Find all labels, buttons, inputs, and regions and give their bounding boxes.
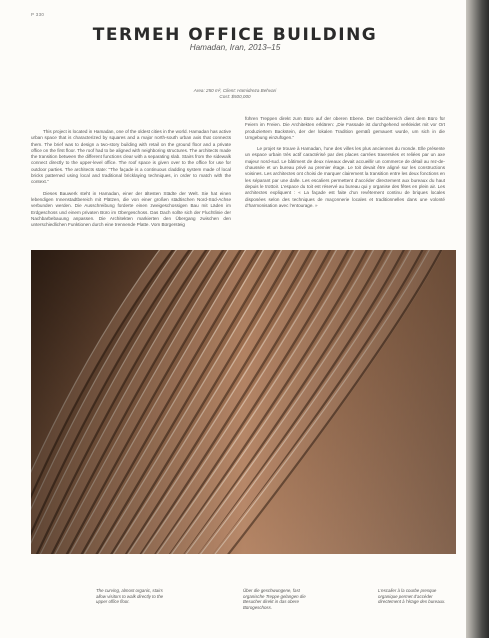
paragraph-german: Dieses Bauwerk steht in Hamadan, einer der ältesten Städte der Welt. Sie hat einen lebendigen Innenstadtbereich mit Plätzen, die von einer großen städtischen Nord-Süd-Achse verbunden werden. Die Ausschreibung forderte einen zweigeschossigen Bau mit Läden im Erdgeschoss und einem privaten Büro im Obergeschoss. Das Dach sollte sich der Fluchtlinie der Nachbarbebauung anpassen. Die Architekten markierten den Übergang zwischen den unterschiedlichen Funktionen durch eine trennende Platte. Vom Bürgersteig: [31, 190, 231, 228]
meta-cost: Cost: $500,000: [219, 94, 251, 99]
meta-area-client: Area: 250 m², Client: Hamidreza Behvari: [193, 88, 277, 93]
paragraph-french: Le projet se trouve à Hamadan, l’une des villes les plus anciennes du monde. Elle présente un espace urbain très actif caractérisé par des places carrées traversées et reliées par un axe majeur nord-sud. Le bâtiment de deux niveaux devait accueillir un commerce de détail au rez-de-chaussée et un bureau privé au premier étage. Le toit devait être aligné sur les constructions voisines. Les architectes ont choisi de marquer clairement la transition entre les deux fonctions en les séparant par une dalle. Les escaliers permettent d’accéder directement aux bureaux du haut depuis le trottoir. L’espace du toit est réservé au bureau qui y organise des fêtes en plein air. Les architectes expliquent : « La façade est faite d’un revêtement continu de briques locales disposées selon des techniques de maçonnerie locales et traditionnelles dans une volonté d’harmonisation avec l’entourage. »: [245, 146, 445, 208]
paragraph-german-continued: führen Treppen direkt zum Büro auf der oberen Ebene. Der Dachbereich dient dem Büro für Feiern im Freien. Die Architekten erklären: „Die Fassade ist durchgehend verkleidet mit vor Ort produziertem Backstein, der der lokalen Tradition gemäß gemauert wurde, um sich in die Umgebung einzufügen.“: [245, 116, 445, 140]
text-column-left: [31, 129, 231, 233]
page-title: TERMEH OFFICE BUILDING: [92, 25, 378, 45]
project-meta: [0, 88, 470, 100]
page-subtitle: Hamadan, Iran, 2013–15: [189, 43, 281, 52]
text-column-right: [245, 116, 445, 214]
paragraph-english: This project is located in Hamadan, one of the oldest cities in the world. Hamadan has active urban space that is characterized by squares and a major north-south urban axis that connects them. The brief was to design a two-story building with retail on the ground floor and a private office on the first floor. The roof had to be aligned with neighboring structures. The architects made the transition between the different functions clear with a separating slab. Stairs from the sidewalk connect directly to the upper-level office. The roof space is given over to the office for use for outdoor parties. The architects state: “The façade is a continuous cladding system made of local bricks patterned using local and traditional bricklaying techniques, in order to match with the context.”: [31, 129, 231, 185]
caption-german: Über die geschwungene, fast organische Treppe gelangen die Besucher direkt in das obere Bürogeschoss.: [243, 588, 306, 610]
brick-stairs-photo: [31, 250, 456, 554]
caption-english: The curving, almost organic, stairs allow visitors to walk directly to the upper office floor.: [96, 588, 164, 605]
page-number: P 330: [31, 12, 45, 17]
book-spine-shadow: [466, 0, 489, 638]
photo-illustration: [31, 250, 456, 554]
caption-french: L’escalier à la courbe presque organique permet d’accéder directement à l’étage des bureaux.: [378, 588, 446, 605]
